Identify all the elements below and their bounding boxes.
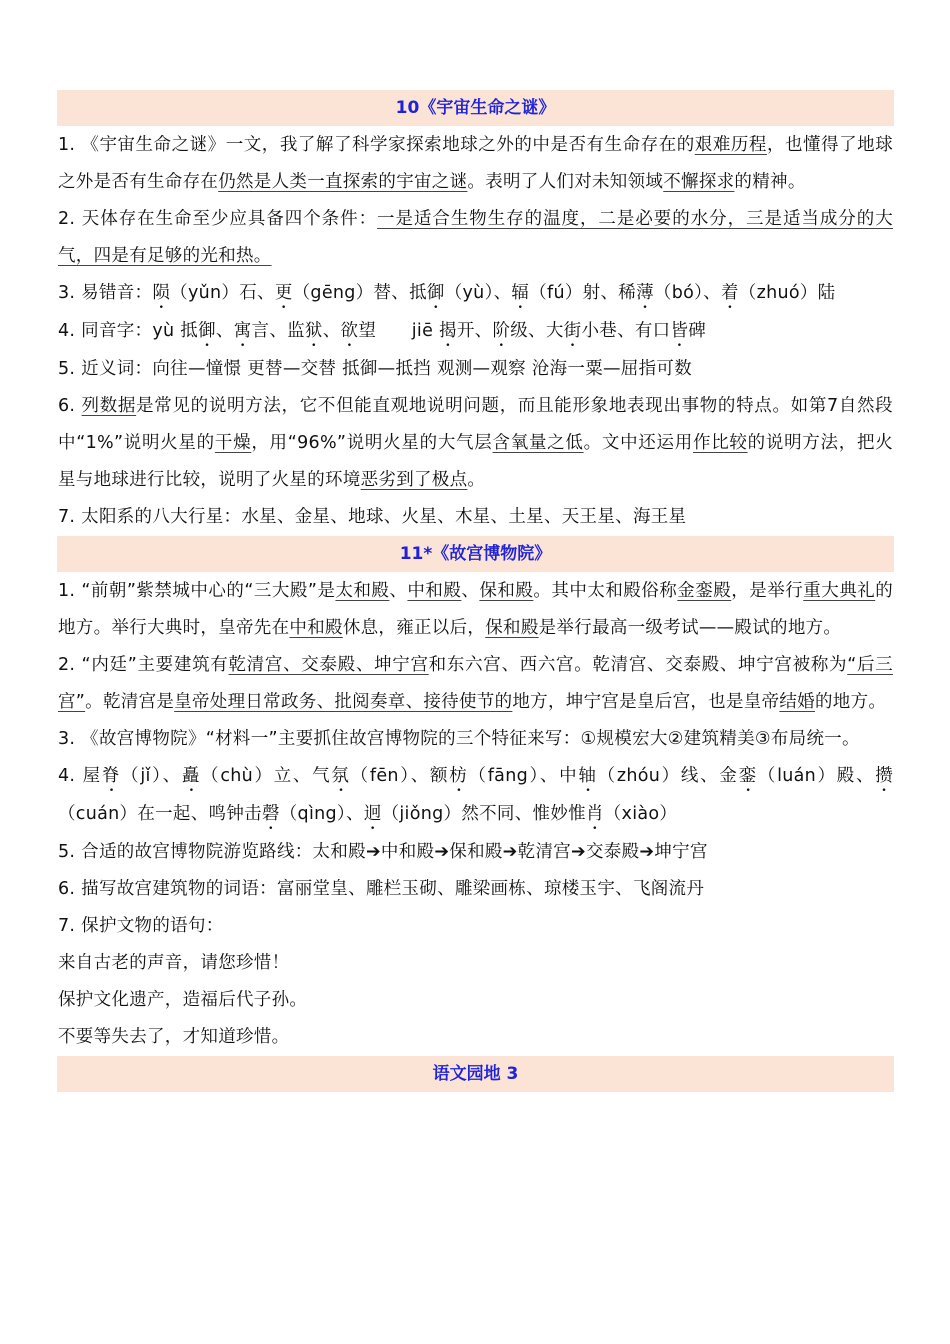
text-segment: 望 jiē (358, 321, 440, 341)
underlined-key-phrase: 结婚 (779, 692, 815, 712)
text-segment: 、 (461, 581, 480, 601)
dotted-character: 街 (563, 321, 582, 341)
underlined-key-phrase: 保和殿 (479, 581, 534, 601)
dotted-character: 迥 (363, 804, 382, 824)
note-paragraph (58, 201, 893, 275)
text-segment: 2. “内廷”主要建筑有 (58, 655, 229, 675)
text-segment: 3. 《故宫博物院》“材料一”主要抓住故宫博物院的三个特征来写：①规模宏大②建筑精美③布局统一。 (58, 729, 860, 749)
dotted-character: 欲 (340, 321, 359, 341)
text-segment: 5. 近义词：向往—憧憬 更替—交替 抵御—抵挡 观测—观察 沧海一粟—屈指可数 (58, 359, 693, 379)
text-segment: 。其中太和殿俗称 (533, 581, 678, 601)
dotted-character: 肖 (585, 804, 604, 824)
note-paragraph (58, 982, 893, 1019)
text-segment: 的说明方法，把火星与地球进行比较，说明了火星的环境 (58, 433, 893, 490)
text-segment: 4. 同音字：yù 抵 (58, 321, 199, 341)
dotted-character: 着 (720, 283, 739, 303)
text-segment: 、 (215, 321, 234, 341)
underlined-key-phrase: 中和殿 (407, 581, 462, 601)
text-segment: 是举行最高一级考试——殿试的地方。 (538, 618, 842, 638)
underlined-key-phrase: 金銮殿 (677, 581, 732, 601)
dotted-character: 阶 (492, 321, 511, 341)
text-segment: 2. 天体存在生命至少应具备四个条件： (58, 209, 378, 229)
section-heading: 10《宇宙生命之谜》 (57, 90, 894, 126)
dotted-character: 陨 (152, 283, 171, 303)
underlined-key-phrase: 太和殿 (335, 581, 390, 601)
text-segment: 7. 太阳系的八大行星：水星、金星、地球、火星、木星、土星、天王星、海王星 (58, 507, 687, 527)
note-paragraph (58, 351, 893, 388)
dotted-character: 銮 (738, 766, 758, 786)
note-paragraph (58, 499, 893, 536)
text-segment: （jǐ）、 (121, 766, 182, 786)
note-paragraph (58, 758, 893, 834)
dotted-character: 氛 (331, 766, 351, 786)
dotted-character: 薄 (636, 283, 654, 303)
dotted-character: 寓 (233, 321, 252, 341)
dotted-character: 脊 (101, 766, 122, 786)
text-segment: 5. 合适的故宫博物院游览路线：太和殿➔中和殿➔保和殿➔乾清宫➔交泰殿➔坤宁宫 (58, 842, 708, 862)
underlined-key-phrase: 作比较 (692, 433, 748, 453)
text-segment: 是常见的说明方法，它不但能直观地说明问题，而且能形象地表现出事物的特点。如第7自然段中“1%”说明火星的 (58, 396, 893, 453)
text-segment: 4. 屋 (58, 766, 102, 786)
underlined-key-phrase: 重大典礼 (803, 581, 876, 601)
note-paragraph (58, 908, 893, 945)
text-segment: （zhuó）陆 (738, 283, 836, 303)
text-segment: 休息，雍正以后， (342, 618, 486, 638)
text-segment: 保护文化遗产，造福后代子孙。 (58, 990, 308, 1010)
underlined-key-phrase: “后三宫” (58, 655, 893, 712)
note-paragraph (58, 647, 893, 721)
text-segment: 开、 (456, 321, 493, 341)
text-segment: 1. “前朝”紫禁城中心的“三大殿”是 (58, 581, 336, 601)
text-segment: （cuán）在一起、鸣钟击 (58, 804, 262, 824)
dotted-character: 狱 (304, 321, 323, 341)
dotted-character: 磬 (261, 804, 280, 824)
dotted-character: 矗 (181, 766, 202, 786)
text-segment: 。 (467, 470, 486, 490)
text-segment: ，用“96%”说明火星的大气层 (251, 433, 493, 453)
text-segment: 来自古老的声音，请您珍惜！ (58, 953, 290, 973)
text-segment: （gēng）替、抵 (292, 283, 427, 303)
note-paragraph (58, 1019, 893, 1056)
text-segment: （bó）、 (653, 283, 721, 303)
underlined-key-phrase: 一是适合生物生存的温度，二是必要的水分，三是适当成分的大气，四是有足够的光和热。 (58, 209, 893, 266)
note-paragraph (58, 275, 893, 313)
underlined-key-phrase: 不懈探求 (663, 172, 735, 192)
text-segment: 6. 描写故宫建筑物的词语：富丽堂皇、雕栏玉砌、雕梁画栋、琼楼玉宇、飞阁流丹 (58, 879, 705, 899)
text-segment: 、 (322, 321, 341, 341)
text-segment: （fú）射、稀 (529, 283, 637, 303)
underlined-key-phrase: 列数据 (81, 396, 137, 416)
text-segment: 的地方。 (814, 692, 887, 712)
text-segment: （chù）立、气 (201, 766, 332, 786)
text-segment: 7. 保护文物的语句： (58, 916, 224, 936)
text-segment: 言、监 (251, 321, 305, 341)
text-segment: 。表明了人们对未知领域 (467, 172, 664, 192)
text-segment: （luán）殿、 (757, 766, 876, 786)
dotted-character: 御 (426, 283, 445, 303)
note-paragraph (58, 388, 893, 499)
text-segment: 的地方。举行大典时，皇帝先在 (58, 581, 893, 638)
text-segment: 。文中还运用 (583, 433, 693, 453)
underlined-key-phrase: 乾清宫、交泰殿、坤宁宫 (228, 655, 429, 675)
dotted-character: 揭 (439, 321, 457, 341)
dotted-character: 辐 (511, 283, 530, 303)
underlined-key-phrase: 仍然是人类一直探索的宇宙之谜 (218, 172, 468, 192)
document-page (58, 90, 893, 1092)
dotted-character: 更 (274, 283, 293, 303)
text-segment: （fēn）、额 (350, 766, 450, 786)
underlined-key-phrase: 恶劣到了极点 (360, 470, 468, 490)
note-paragraph (58, 871, 893, 908)
dotted-character: 轴 (578, 766, 598, 786)
text-segment: 地方，坤宁宫是皇后宫，也是皇帝 (512, 692, 780, 712)
text-segment: （zhóu）线、金 (597, 766, 739, 786)
text-segment: 、 (389, 581, 408, 601)
text-segment: （yǔn）石、 (170, 283, 275, 303)
underlined-key-phrase: 保和殿 (485, 618, 539, 638)
dotted-character: 皆 (670, 321, 689, 341)
text-segment: 3. 易错音： (58, 283, 153, 303)
text-segment: （jiǒng）然不同、惟妙惟 (381, 804, 586, 824)
section-heading: 11*《故宫博物院》 (57, 536, 894, 572)
underlined-key-phrase: 皇帝处理日常政务、批阅奏章、接待使节的 (174, 692, 513, 712)
note-paragraph (58, 127, 893, 201)
text-segment: 级、大 (510, 321, 564, 341)
underlined-key-phrase: 干燥 (214, 433, 252, 453)
note-paragraph (58, 721, 893, 758)
note-paragraph (58, 313, 893, 351)
dotted-character: 御 (198, 321, 216, 341)
text-segment: （qìng）、 (279, 804, 364, 824)
text-segment: 和东六宫、西六宫。乾清宫、交泰殿、坤宁宫被称为 (428, 655, 848, 675)
text-segment: ，是举行 (731, 581, 804, 601)
text-segment: 6. (58, 396, 82, 416)
underlined-key-phrase: 艰难历程 (694, 135, 767, 155)
underlined-key-phrase: 含氧量之低 (492, 433, 584, 453)
dotted-character: 枋 (449, 766, 469, 786)
text-segment: ，也懂得了地球之外是否有生命存在 (58, 135, 893, 192)
text-segment: 的精神。 (734, 172, 806, 192)
underlined-key-phrase: 中和殿 (289, 618, 343, 638)
text-segment: 。乾清宫是 (85, 692, 175, 712)
note-paragraph (58, 945, 893, 982)
text-segment: 1. 《宇宙生命之谜》一文，我了解了科学家探索地球之外的中是否有生命存在的 (58, 135, 695, 155)
text-segment: 碑 (688, 321, 707, 341)
text-segment: （fāng）、中 (468, 766, 579, 786)
note-paragraph (58, 834, 893, 871)
note-paragraph (58, 573, 893, 647)
text-segment: （xiào） (603, 804, 678, 824)
dotted-character: 攒 (875, 766, 893, 786)
section-heading: 语文园地 3 (57, 1056, 894, 1092)
text-segment: 小巷、有口 (581, 321, 671, 341)
text-segment: 不要等失去了，才知道珍惜。 (58, 1027, 290, 1047)
text-segment: （yù）、 (444, 283, 512, 303)
